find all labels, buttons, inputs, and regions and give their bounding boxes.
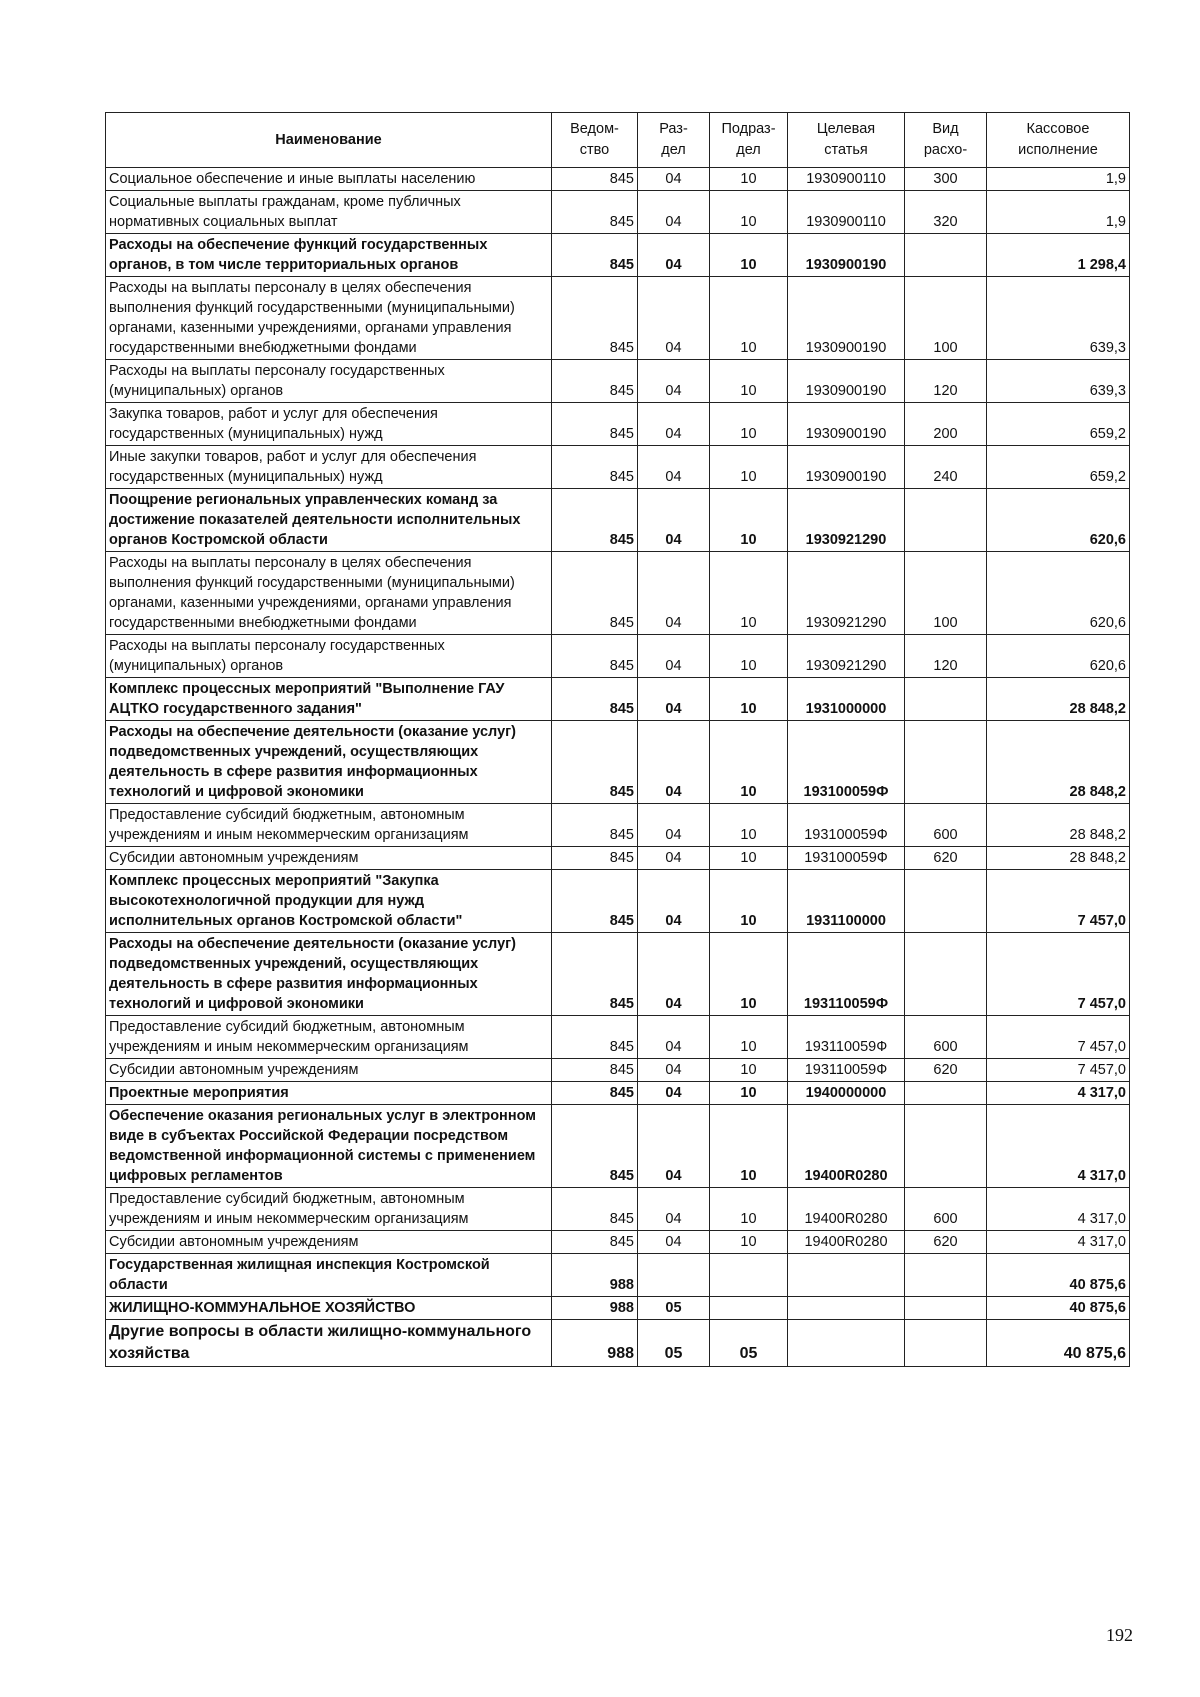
row-tselevaya-statya-cell: 1930921290 — [788, 489, 905, 552]
header-kassovoe-ispolnenie: Кассовое исполнение — [987, 113, 1130, 168]
row-vedomstvo-cell: 845 — [552, 489, 638, 552]
row-vedomstvo-cell: 845 — [552, 847, 638, 870]
row-vedomstvo-cell: 845 — [552, 933, 638, 1016]
row-podrazdel-cell: 10 — [710, 635, 788, 678]
row-razdel-cell: 04 — [638, 360, 710, 403]
row-name-cell: Субсидии автономным учреждениям — [106, 1059, 552, 1082]
row-ispolnenie-cell: 4 317,0 — [987, 1082, 1130, 1105]
row-podrazdel-cell: 10 — [710, 403, 788, 446]
row-razdel-cell: 04 — [638, 191, 710, 234]
row-podrazdel-cell: 10 — [710, 1188, 788, 1231]
row-name-cell: Социальное обеспечение и иные выплаты населению — [106, 168, 552, 191]
table-row — [106, 234, 1130, 277]
row-vid-rashodov-cell: 620 — [905, 1059, 987, 1082]
table-row — [106, 1231, 1130, 1254]
row-vedomstvo-cell: 845 — [552, 1082, 638, 1105]
table-row — [106, 1059, 1130, 1082]
row-tselevaya-statya-cell — [788, 1320, 905, 1367]
row-tselevaya-statya-cell: 1930900110 — [788, 168, 905, 191]
row-tselevaya-statya-cell: 19400R0280 — [788, 1188, 905, 1231]
row-vedomstvo-cell: 988 — [552, 1297, 638, 1320]
row-vedomstvo-cell: 845 — [552, 1016, 638, 1059]
row-tselevaya-statya-cell: 1930900190 — [788, 360, 905, 403]
row-name-cell: Субсидии автономным учреждениям — [106, 1231, 552, 1254]
row-ispolnenie-cell: 1,9 — [987, 191, 1130, 234]
row-podrazdel-cell: 10 — [710, 489, 788, 552]
table-row — [106, 552, 1130, 635]
row-razdel-cell: 04 — [638, 446, 710, 489]
row-tselevaya-statya-cell: 193110059Ф — [788, 1059, 905, 1082]
page-number: 192 — [1106, 1625, 1133, 1645]
row-razdel-cell: 04 — [638, 1082, 710, 1105]
row-podrazdel-cell: 10 — [710, 1105, 788, 1188]
row-vedomstvo-cell: 845 — [552, 635, 638, 678]
header-name: Наименование — [106, 113, 552, 168]
row-name-cell: Закупка товаров, работ и услуг для обеспечения государственных (муниципальных) нужд — [106, 403, 552, 446]
row-ispolnenie-cell: 7 457,0 — [987, 870, 1130, 933]
row-name-cell: ЖИЛИЩНО-КОММУНАЛЬНОЕ ХОЗЯЙСТВО — [106, 1297, 552, 1320]
row-podrazdel-cell: 10 — [710, 191, 788, 234]
row-ispolnenie-cell: 659,2 — [987, 403, 1130, 446]
row-name-cell: Расходы на выплаты персоналу в целях обеспечения выполнения функций государственными (муниципальными) органами, казенными учреждениями, органами управления государственными внебюджетными фондами — [106, 552, 552, 635]
table-row — [106, 721, 1130, 804]
row-tselevaya-statya-cell — [788, 1297, 905, 1320]
row-tselevaya-statya-cell: 193110059Ф — [788, 1016, 905, 1059]
row-razdel-cell: 04 — [638, 1105, 710, 1188]
row-vid-rashodov-cell — [905, 1320, 987, 1367]
row-razdel-cell: 04 — [638, 635, 710, 678]
row-vedomstvo-cell: 845 — [552, 277, 638, 360]
row-podrazdel-cell: 10 — [710, 360, 788, 403]
row-name-cell: Расходы на выплаты персоналу в целях обеспечения выполнения функций государственными (муниципальными) органами, казенными учреждениями, органами управления государственными внебюджетными фондами — [106, 277, 552, 360]
row-vid-rashodov-cell: 120 — [905, 360, 987, 403]
row-ispolnenie-cell: 659,2 — [987, 446, 1130, 489]
row-ispolnenie-cell: 639,3 — [987, 360, 1130, 403]
row-vid-rashodov-cell: 300 — [905, 168, 987, 191]
row-vedomstvo-cell: 845 — [552, 446, 638, 489]
row-podrazdel-cell: 10 — [710, 234, 788, 277]
row-razdel-cell: 04 — [638, 870, 710, 933]
row-razdel-cell — [638, 1254, 710, 1297]
row-tselevaya-statya-cell: 1930921290 — [788, 635, 905, 678]
row-ispolnenie-cell: 4 317,0 — [987, 1231, 1130, 1254]
row-vedomstvo-cell: 845 — [552, 234, 638, 277]
row-vid-rashodov-cell — [905, 1105, 987, 1188]
row-podrazdel-cell: 10 — [710, 277, 788, 360]
row-podrazdel-cell — [710, 1254, 788, 1297]
header-tselevaya-statya: Целевая статья — [788, 113, 905, 168]
row-razdel-cell: 05 — [638, 1320, 710, 1367]
row-podrazdel-cell: 10 — [710, 933, 788, 1016]
row-podrazdel-cell: 10 — [710, 804, 788, 847]
row-name-cell: Социальные выплаты гражданам, кроме публичных нормативных социальных выплат — [106, 191, 552, 234]
table-row — [106, 635, 1130, 678]
row-razdel-cell: 04 — [638, 168, 710, 191]
row-tselevaya-statya-cell: 1931100000 — [788, 870, 905, 933]
row-vedomstvo-cell: 845 — [552, 360, 638, 403]
header-vid-rashodov: Вид расхо- — [905, 113, 987, 168]
row-razdel-cell: 04 — [638, 1059, 710, 1082]
table-row — [106, 804, 1130, 847]
row-tselevaya-statya-cell — [788, 1254, 905, 1297]
row-tselevaya-statya-cell: 1930900190 — [788, 446, 905, 489]
row-razdel-cell: 04 — [638, 403, 710, 446]
row-ispolnenie-cell: 28 848,2 — [987, 804, 1130, 847]
table-row — [106, 403, 1130, 446]
row-ispolnenie-cell: 7 457,0 — [987, 933, 1130, 1016]
row-vid-rashodov-cell — [905, 234, 987, 277]
row-name-cell: Поощрение региональных управленческих команд за достижение показателей деятельности исполнительных органов Костромской области — [106, 489, 552, 552]
row-name-cell: Расходы на обеспечение деятельности (оказание услуг) подведомственных учреждений, осуществляющих деятельность в сфере развития информационных технологий и цифровой экономики — [106, 933, 552, 1016]
table-row — [106, 1082, 1130, 1105]
row-razdel-cell: 04 — [638, 1188, 710, 1231]
table-row — [106, 1016, 1130, 1059]
row-podrazdel-cell — [710, 1297, 788, 1320]
table-body — [106, 168, 1130, 1367]
row-name-cell: Комплекс процессных мероприятий "Закупка высокотехнологичной продукции для нужд исполнительных органов Костромской области" — [106, 870, 552, 933]
row-vid-rashodov-cell: 100 — [905, 277, 987, 360]
row-name-cell: Расходы на выплаты персоналу государственных (муниципальных) органов — [106, 635, 552, 678]
row-ispolnenie-cell: 28 848,2 — [987, 678, 1130, 721]
row-tselevaya-statya-cell: 1930900190 — [788, 277, 905, 360]
row-podrazdel-cell: 10 — [710, 1016, 788, 1059]
row-razdel-cell: 04 — [638, 234, 710, 277]
budget-table — [105, 112, 1130, 1367]
row-razdel-cell: 04 — [638, 1016, 710, 1059]
row-vid-rashodov-cell — [905, 721, 987, 804]
row-ispolnenie-cell: 620,6 — [987, 635, 1130, 678]
row-vid-rashodov-cell: 100 — [905, 552, 987, 635]
table-row — [106, 1320, 1130, 1367]
row-vid-rashodov-cell — [905, 678, 987, 721]
row-vedomstvo-cell: 845 — [552, 552, 638, 635]
row-tselevaya-statya-cell: 1930900190 — [788, 234, 905, 277]
row-ispolnenie-cell: 40 875,6 — [987, 1297, 1130, 1320]
budget-table-container — [105, 112, 1129, 1367]
row-razdel-cell: 05 — [638, 1297, 710, 1320]
table-row — [106, 1105, 1130, 1188]
row-name-cell: Предоставление субсидий бюджетным, автономным учреждениям и иным некоммерческим организациям — [106, 804, 552, 847]
row-podrazdel-cell: 10 — [710, 446, 788, 489]
row-podrazdel-cell: 10 — [710, 870, 788, 933]
table-row — [106, 1188, 1130, 1231]
row-vedomstvo-cell: 845 — [552, 168, 638, 191]
row-vedomstvo-cell: 845 — [552, 403, 638, 446]
row-ispolnenie-cell: 1,9 — [987, 168, 1130, 191]
row-name-cell: Предоставление субсидий бюджетным, автономным учреждениям и иным некоммерческим организациям — [106, 1016, 552, 1059]
table-row — [106, 1254, 1130, 1297]
row-podrazdel-cell: 10 — [710, 847, 788, 870]
row-ispolnenie-cell: 620,6 — [987, 552, 1130, 635]
row-name-cell: Иные закупки товаров, работ и услуг для обеспечения государственных (муниципальных) нужд — [106, 446, 552, 489]
row-razdel-cell: 04 — [638, 552, 710, 635]
row-vid-rashodov-cell: 600 — [905, 1188, 987, 1231]
row-vid-rashodov-cell: 600 — [905, 1016, 987, 1059]
row-name-cell: Расходы на выплаты персоналу государственных (муниципальных) органов — [106, 360, 552, 403]
header-razdel: Раз- дел — [638, 113, 710, 168]
row-vid-rashodov-cell: 620 — [905, 847, 987, 870]
row-tselevaya-statya-cell: 1940000000 — [788, 1082, 905, 1105]
row-vid-rashodov-cell: 120 — [905, 635, 987, 678]
row-razdel-cell: 04 — [638, 1231, 710, 1254]
row-name-cell: Проектные мероприятия — [106, 1082, 552, 1105]
row-podrazdel-cell: 10 — [710, 721, 788, 804]
row-ispolnenie-cell: 4 317,0 — [987, 1188, 1130, 1231]
table-row — [106, 847, 1130, 870]
row-vedomstvo-cell: 845 — [552, 678, 638, 721]
table-row — [106, 191, 1130, 234]
table-row — [106, 446, 1130, 489]
row-vid-rashodov-cell: 600 — [905, 804, 987, 847]
row-vid-rashodov-cell: 240 — [905, 446, 987, 489]
row-vedomstvo-cell: 845 — [552, 1188, 638, 1231]
row-tselevaya-statya-cell: 1931000000 — [788, 678, 905, 721]
row-ispolnenie-cell: 7 457,0 — [987, 1059, 1130, 1082]
row-vid-rashodov-cell — [905, 870, 987, 933]
row-name-cell: Другие вопросы в области жилищно-коммунального хозяйства — [106, 1320, 552, 1367]
table-row — [106, 1297, 1130, 1320]
row-podrazdel-cell: 10 — [710, 678, 788, 721]
row-vid-rashodov-cell — [905, 1082, 987, 1105]
row-vedomstvo-cell: 845 — [552, 804, 638, 847]
row-razdel-cell: 04 — [638, 847, 710, 870]
row-tselevaya-statya-cell: 19400R0280 — [788, 1105, 905, 1188]
row-vedomstvo-cell: 845 — [552, 721, 638, 804]
header-vedomstvo: Ведом- ство — [552, 113, 638, 168]
row-vedomstvo-cell: 988 — [552, 1320, 638, 1367]
row-name-cell: Государственная жилищная инспекция Костромской области — [106, 1254, 552, 1297]
row-razdel-cell: 04 — [638, 933, 710, 1016]
row-vedomstvo-cell: 845 — [552, 1231, 638, 1254]
row-vedomstvo-cell: 845 — [552, 870, 638, 933]
row-vid-rashodov-cell — [905, 933, 987, 1016]
row-name-cell: Субсидии автономным учреждениям — [106, 847, 552, 870]
row-razdel-cell: 04 — [638, 277, 710, 360]
table-row — [106, 489, 1130, 552]
table-row — [106, 933, 1130, 1016]
row-razdel-cell: 04 — [638, 804, 710, 847]
header-podrazdel: Подраз- дел — [710, 113, 788, 168]
row-tselevaya-statya-cell: 193100059Ф — [788, 847, 905, 870]
row-vedomstvo-cell: 988 — [552, 1254, 638, 1297]
table-row — [106, 168, 1130, 191]
row-vedomstvo-cell: 845 — [552, 191, 638, 234]
row-podrazdel-cell: 10 — [710, 168, 788, 191]
row-ispolnenie-cell: 4 317,0 — [987, 1105, 1130, 1188]
row-tselevaya-statya-cell: 193100059Ф — [788, 721, 905, 804]
table-row — [106, 277, 1130, 360]
row-ispolnenie-cell: 28 848,2 — [987, 721, 1130, 804]
row-podrazdel-cell: 10 — [710, 1231, 788, 1254]
row-vid-rashodov-cell — [905, 1254, 987, 1297]
row-vedomstvo-cell: 845 — [552, 1059, 638, 1082]
row-tselevaya-statya-cell: 193110059Ф — [788, 933, 905, 1016]
table-header-row — [106, 113, 1130, 168]
row-vid-rashodov-cell: 620 — [905, 1231, 987, 1254]
row-ispolnenie-cell: 1 298,4 — [987, 234, 1130, 277]
row-podrazdel-cell: 10 — [710, 552, 788, 635]
row-tselevaya-statya-cell: 19400R0280 — [788, 1231, 905, 1254]
row-tselevaya-statya-cell: 1930900190 — [788, 403, 905, 446]
table-row — [106, 870, 1130, 933]
row-name-cell: Комплекс процессных мероприятий "Выполнение ГАУ АЦТКО государственного задания" — [106, 678, 552, 721]
row-razdel-cell: 04 — [638, 489, 710, 552]
row-vid-rashodov-cell: 320 — [905, 191, 987, 234]
row-vid-rashodov-cell — [905, 489, 987, 552]
row-podrazdel-cell: 10 — [710, 1082, 788, 1105]
row-ispolnenie-cell: 620,6 — [987, 489, 1130, 552]
row-ispolnenie-cell: 40 875,6 — [987, 1320, 1130, 1367]
row-vid-rashodov-cell: 200 — [905, 403, 987, 446]
row-name-cell: Предоставление субсидий бюджетным, автономным учреждениям и иным некоммерческим организациям — [106, 1188, 552, 1231]
row-razdel-cell: 04 — [638, 678, 710, 721]
row-podrazdel-cell: 05 — [710, 1320, 788, 1367]
row-tselevaya-statya-cell: 1930921290 — [788, 552, 905, 635]
row-ispolnenie-cell: 28 848,2 — [987, 847, 1130, 870]
row-razdel-cell: 04 — [638, 721, 710, 804]
table-row — [106, 678, 1130, 721]
row-tselevaya-statya-cell: 1930900110 — [788, 191, 905, 234]
row-name-cell: Расходы на обеспечение функций государственных органов, в том числе территориальных органов — [106, 234, 552, 277]
row-vid-rashodov-cell — [905, 1297, 987, 1320]
row-tselevaya-statya-cell: 193100059Ф — [788, 804, 905, 847]
row-ispolnenie-cell: 40 875,6 — [987, 1254, 1130, 1297]
row-ispolnenie-cell: 7 457,0 — [987, 1016, 1130, 1059]
table-row — [106, 360, 1130, 403]
row-name-cell: Расходы на обеспечение деятельности (оказание услуг) подведомственных учреждений, осуществляющих деятельность в сфере развития информационных технологий и цифровой экономики — [106, 721, 552, 804]
row-ispolnenie-cell: 639,3 — [987, 277, 1130, 360]
row-podrazdel-cell: 10 — [710, 1059, 788, 1082]
row-name-cell: Обеспечение оказания региональных услуг в электронном виде в субъектах Российской Федерации посредством ведомственной информационной системы с применением цифровых регламентов — [106, 1105, 552, 1188]
row-vedomstvo-cell: 845 — [552, 1105, 638, 1188]
